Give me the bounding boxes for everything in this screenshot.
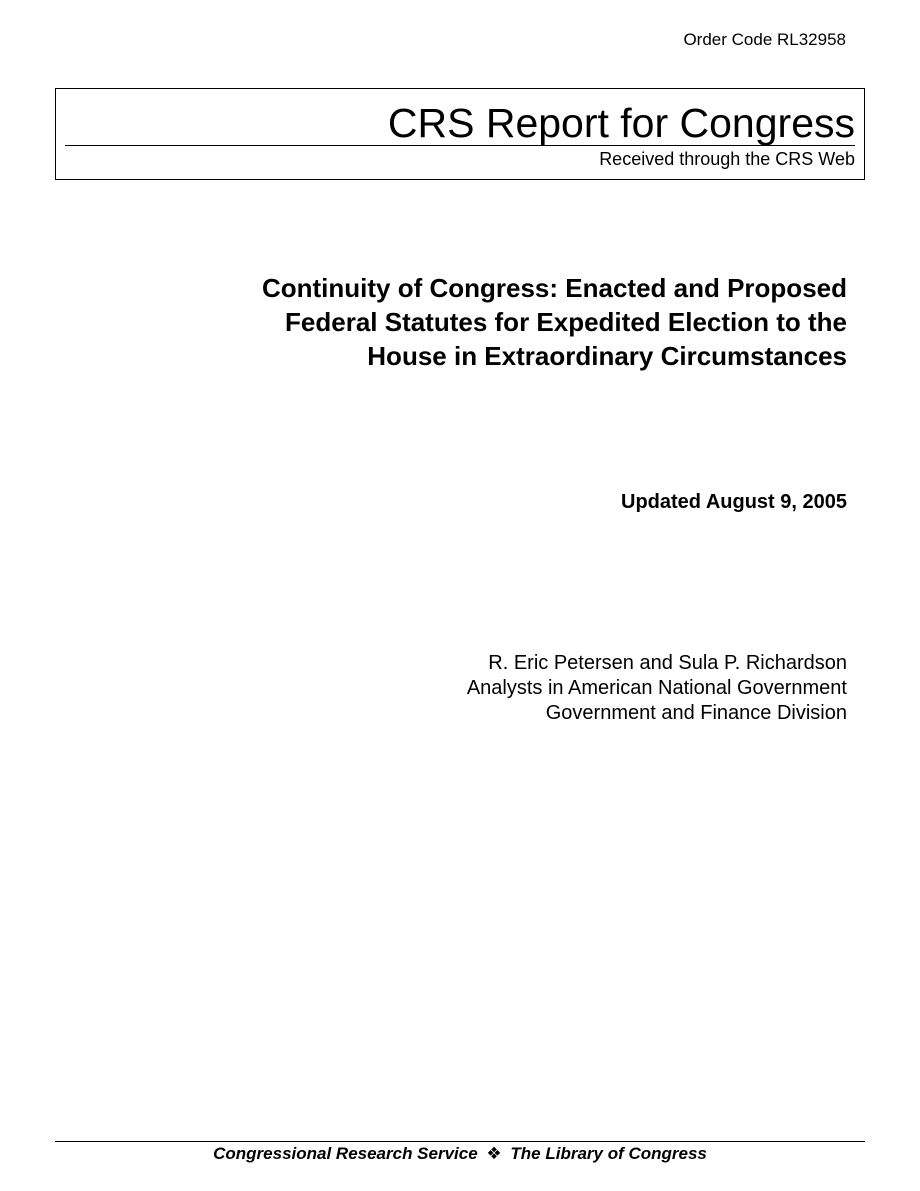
author-names: R. Eric Petersen and Sula P. Richardson: [488, 652, 847, 674]
footer-divider: [55, 1141, 865, 1142]
report-header-box: [55, 88, 865, 180]
report-title: [147, 271, 847, 373]
order-code: Order Code RL32958: [683, 30, 846, 49]
footer-library: The Library of Congress: [510, 1144, 707, 1163]
header-divider: [65, 145, 855, 146]
footer: [55, 1143, 865, 1165]
author-division: Government and Finance Division: [545, 702, 847, 724]
author-role: Analysts in American National Government: [466, 677, 847, 699]
report-title-line: House in Extraordinary Circumstances: [367, 341, 847, 371]
report-title-line: Continuity of Congress: Enacted and Proposed: [261, 273, 847, 303]
authors-block: [467, 651, 847, 726]
footer-publisher: Congressional Research Service: [213, 1144, 478, 1163]
report-series-subtitle: Received through the CRS Web: [599, 149, 855, 169]
report-series-title: CRS Report for Congress: [387, 100, 855, 146]
updated-date: Updated August 9, 2005: [621, 491, 847, 513]
report-title-line: Federal Statutes for Expedited Election to the: [285, 307, 847, 337]
diamond-ornament-icon: ❖: [486, 1144, 502, 1163]
